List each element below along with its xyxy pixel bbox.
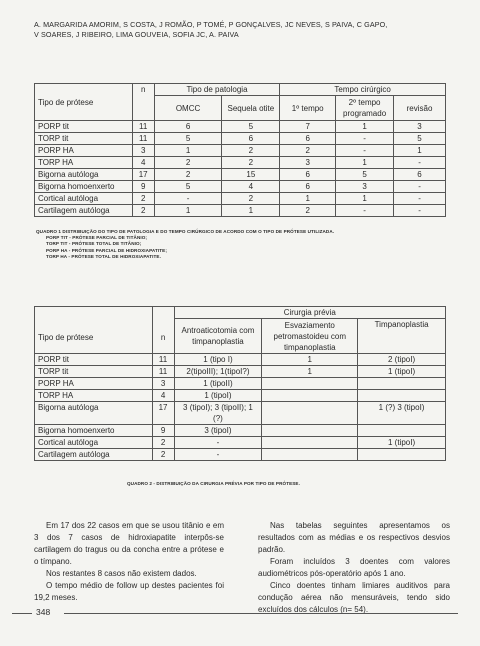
row-label: TORP HA <box>35 390 153 402</box>
cell-n: 11 <box>152 354 174 366</box>
caption-line: QUADRO 1 DISTRIBUIÇÃO DO TIPO DE PATOLOGIA E DO TEMPO CIRÚRGICO DE ACORDO COM O TIPO DE PRÓTESE UTILIZADA. <box>36 229 335 234</box>
header-tipo-patologia: Tipo de patologia <box>154 84 280 96</box>
table-2 <box>34 306 446 461</box>
running-header <box>34 20 454 40</box>
cell-t2: 5 <box>336 169 394 181</box>
row-label: PORP tit <box>35 121 133 133</box>
row-label: TORP tit <box>35 133 133 145</box>
body-column-right <box>258 520 450 616</box>
cell-t2: 1 <box>336 193 394 205</box>
cell-t1: 6 <box>280 133 336 145</box>
cell-t2: - <box>336 133 394 145</box>
cell-n: 4 <box>152 390 174 402</box>
cell-sequela: 5 <box>222 121 280 133</box>
table-row <box>35 121 446 133</box>
cell-esvaz <box>262 437 358 449</box>
cell-rev: - <box>394 205 446 217</box>
cell-esvaz <box>262 390 358 402</box>
header-revisao: revisão <box>394 96 446 121</box>
header-antroaticotomia: Antroaticotomia com timpanoplastia <box>174 319 262 354</box>
authors-line-2: V SOARES, J RIBEIRO, LIMA GOUVEIA, SOFIA JC, A. PAIVA <box>34 30 239 39</box>
caption-line: TORP TIT - PRÓTESE TOTAL DE TITÂNIO; <box>46 241 142 247</box>
caption-line: PORP HA - PRÓTESE PARCIAL DE HIDROXIAPATITE; <box>46 247 167 253</box>
cell-rev: - <box>394 193 446 205</box>
row-label: TORP tit <box>35 366 153 378</box>
paragraph: Cinco doentes tinham limiares auditivos para condução aérea não mensuráveis, tendo sido excluídos dos cálculos (n= 54). <box>258 581 450 614</box>
cell-esvaz: 1 <box>262 366 358 378</box>
cell-n: 2 <box>132 205 154 217</box>
cell-sequela: 2 <box>222 145 280 157</box>
paragraph: Nas tabelas seguintes apresentamos os resultados com as médias e os respectivos desvios padrão. <box>258 521 450 554</box>
cell-n: 2 <box>152 449 174 461</box>
cell-n: 2 <box>152 437 174 449</box>
cell-rev: 5 <box>394 133 446 145</box>
paragraph: Foram incluídos 3 doentes com valores audiométricos pós-operatório após 1 ano. <box>258 557 450 578</box>
cell-rev: 6 <box>394 169 446 181</box>
cell-sequela: 4 <box>222 181 280 193</box>
header-n: n <box>132 84 154 121</box>
row-label: PORP tit <box>35 354 153 366</box>
row-label: Cartilagem autóloga <box>35 449 153 461</box>
cell-antro: - <box>174 449 262 461</box>
cell-esvaz <box>262 402 358 425</box>
table-row <box>35 449 446 461</box>
cell-timp <box>358 425 446 437</box>
cell-antro: 3 (tipoI) <box>174 425 262 437</box>
cell-t1: 3 <box>280 157 336 169</box>
body-column-left <box>34 520 224 604</box>
row-label: Bigorna autóloga <box>35 402 153 425</box>
caption-line: TORP HA - PRÓTESE TOTAL DE HIDROXIAPATITE. <box>46 253 161 259</box>
table-1-caption <box>36 229 334 260</box>
cell-t1: 6 <box>280 181 336 193</box>
cell-t1: 6 <box>280 169 336 181</box>
cell-esvaz <box>262 378 358 390</box>
row-label: PORP HA <box>35 378 153 390</box>
cell-timp: 1 (?) 3 (tipoI) <box>358 402 446 425</box>
cell-omcc: - <box>154 193 222 205</box>
table-row <box>35 145 446 157</box>
cell-timp: 2 (tipoI) <box>358 354 446 366</box>
row-label: Bigorna autóloga <box>35 169 133 181</box>
cell-rev: - <box>394 181 446 193</box>
cell-timp <box>358 378 446 390</box>
table-row <box>35 205 446 217</box>
header-cirurgia-previa: Cirurgia prévia <box>174 307 445 319</box>
table-row <box>35 157 446 169</box>
cell-sequela: 2 <box>222 193 280 205</box>
cell-esvaz: 1 <box>262 354 358 366</box>
table-row <box>35 366 446 378</box>
cell-timp: 1 (tipoI) <box>358 437 446 449</box>
table-row <box>35 354 446 366</box>
cell-t1: 7 <box>280 121 336 133</box>
header-tipo-protese: Tipo de prótese <box>35 307 153 354</box>
cell-n: 2 <box>132 193 154 205</box>
header-sequela-otite: Sequela otite <box>222 96 280 121</box>
header-tempo-cirurgico: Tempo cirúrgico <box>280 84 446 96</box>
cell-omcc: 2 <box>154 157 222 169</box>
row-label: Cartilagem autóloga <box>35 205 133 217</box>
cell-t2: - <box>336 145 394 157</box>
cell-n: 4 <box>132 157 154 169</box>
row-label: Bigorna homoenxerto <box>35 425 153 437</box>
cell-n: 9 <box>152 425 174 437</box>
cell-timp: 1 (tipoI) <box>358 366 446 378</box>
cell-sequela: 6 <box>222 133 280 145</box>
cell-n: 3 <box>132 145 154 157</box>
row-label: TORP HA <box>35 157 133 169</box>
header-2-tempo: 2º tempo programado <box>336 96 394 121</box>
cell-esvaz <box>262 449 358 461</box>
header-n: n <box>152 307 174 354</box>
cell-antro: 2(tipoIII); 1(tipoI?) <box>174 366 262 378</box>
cell-omcc: 2 <box>154 169 222 181</box>
table-row <box>35 133 446 145</box>
footer-rule-right <box>64 613 458 614</box>
cell-t1: 2 <box>280 205 336 217</box>
header-timpanoplastia: Timpanoplastia <box>358 319 446 354</box>
table-2-caption: QUADRO 2 - DISTRIBUIÇÃO DA CIRURGIA PRÉVIA POR TIPO DE PRÓTESE. <box>127 481 300 486</box>
cell-omcc: 6 <box>154 121 222 133</box>
table-row <box>35 169 446 181</box>
paragraph: Em 17 dos 22 casos em que se usou titânio e em 3 dos 7 casos de hidroxiapatite interpôs-se cartilagem do tragus ou da concha entre a prótese e o tímpano. <box>34 521 224 566</box>
header-tipo-protese: Tipo de prótese <box>35 84 133 121</box>
cell-n: 11 <box>132 133 154 145</box>
caption-line: PORP TIT - PRÓTESE PARCIAL DE TITÂNIO; <box>46 235 148 241</box>
row-label: PORP HA <box>35 145 133 157</box>
cell-timp <box>358 390 446 402</box>
cell-rev: 3 <box>394 121 446 133</box>
cell-t2: 1 <box>336 121 394 133</box>
cell-antro: 1 (tipo I) <box>174 354 262 366</box>
table-row <box>35 193 446 205</box>
cell-t1: 1 <box>280 193 336 205</box>
cell-rev: 1 <box>394 145 446 157</box>
header-1-tempo: 1º tempo <box>280 96 336 121</box>
cell-omcc: 1 <box>154 205 222 217</box>
cell-n: 17 <box>152 402 174 425</box>
cell-antro: 1 (tipoI) <box>174 390 262 402</box>
authors-line-1: A. MARGARIDA AMORIM, S COSTA, J ROMÃO, P TOMÉ, P GONÇALVES, JC NEVES, S PAIVA, C GAPO, <box>34 20 388 29</box>
cell-antro: 3 (tipoI); 3 (tipoII); 1 (?) <box>174 402 262 425</box>
cell-sequela: 2 <box>222 157 280 169</box>
table-row <box>35 425 446 437</box>
page-number: 348 <box>36 607 51 617</box>
cell-omcc: 5 <box>154 181 222 193</box>
cell-sequela: 1 <box>222 205 280 217</box>
table-row <box>35 390 446 402</box>
cell-n: 11 <box>152 366 174 378</box>
row-label: Bigorna homoenxerto <box>35 181 133 193</box>
cell-t2: 3 <box>336 181 394 193</box>
row-label: Cortical autóloga <box>35 437 153 449</box>
header-esvaziamento: Esvaziamento petromastoideu com timpanoplastia <box>262 319 358 354</box>
footer-rule-left <box>12 613 32 614</box>
cell-n: 9 <box>132 181 154 193</box>
cell-esvaz <box>262 425 358 437</box>
row-label: Cortical autóloga <box>35 193 133 205</box>
cell-omcc: 1 <box>154 145 222 157</box>
table-row <box>35 402 446 425</box>
cell-sequela: 15 <box>222 169 280 181</box>
paragraph: Nos restantes 8 casos não existem dados. <box>46 569 197 578</box>
cell-t2: - <box>336 205 394 217</box>
table-row <box>35 378 446 390</box>
cell-rev: - <box>394 157 446 169</box>
header-omcc: OMCC <box>154 96 222 121</box>
cell-antro: 1 (tipoII) <box>174 378 262 390</box>
paragraph: O tempo médio de follow up destes pacientes foi 19,2 meses. <box>34 581 224 602</box>
table-row <box>35 437 446 449</box>
cell-t1: 2 <box>280 145 336 157</box>
cell-n: 11 <box>132 121 154 133</box>
cell-n: 17 <box>132 169 154 181</box>
table-1 <box>34 83 446 217</box>
table-row <box>35 181 446 193</box>
cell-antro: - <box>174 437 262 449</box>
cell-omcc: 5 <box>154 133 222 145</box>
cell-t2: 1 <box>336 157 394 169</box>
cell-n: 3 <box>152 378 174 390</box>
cell-timp <box>358 449 446 461</box>
